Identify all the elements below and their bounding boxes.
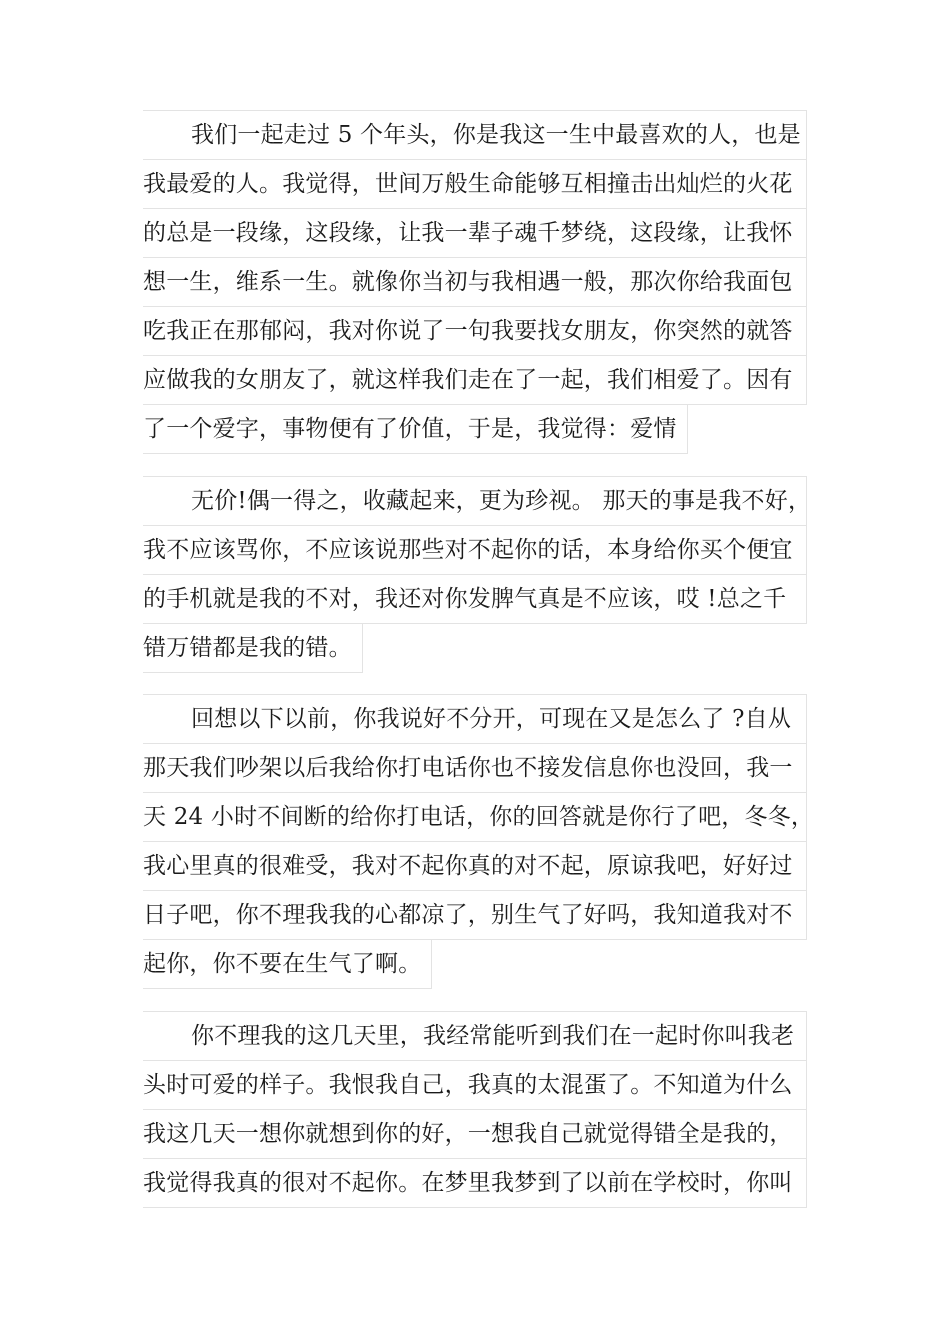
text-line: 的总是一段缘，这段缘，让我一辈子魂千梦绕，这段缘，让我怀 [143,209,807,258]
text-line: 错万错都是我的错。 [143,624,363,673]
text-line: 我不应该骂你，不应该说那些对不起你的话，本身给你买个便宜 [143,526,807,575]
text-line: 回想以下以前，你我说好不分开，可现在又是怎么了 ?自从 [143,694,807,744]
text-line: 我们一起走过 5 个年头，你是我这一生中最喜欢的人，也是 [143,110,807,160]
text-line: 应做我的女朋友了，就这样我们走在了一起，我们相爱了。因有 [143,356,807,405]
text-line: 那天我们吵架以后我给你打电话你也不接发信息你也没回，我一 [143,744,807,793]
text-line: 我心里真的很难受，我对不起你真的对不起，原谅我吧，好好过 [143,842,807,891]
text-line: 起你，你不要在生气了啊。 [143,940,432,989]
text-line: 无价!偶一得之，收藏起来，更为珍视。 那天的事是我不好， [143,476,807,526]
text-line: 吃我正在那郁闷，我对你说了一句我要找女朋友，你突然的就答 [143,307,807,356]
text-line: 头时可爱的样子。我恨我自己，我真的太混蛋了。不知道为什么 [143,1061,807,1110]
text-line: 我觉得我真的很对不起你。在梦里我梦到了以前在学校时，你叫 [143,1159,807,1208]
text-line: 想一生，维系一生。就像你当初与我相遇一般，那次你给我面包 [143,258,807,307]
text-line: 我最爱的人。我觉得，世间万般生命能够互相撞击出灿烂的火花 [143,160,807,209]
paragraph-3 [143,694,815,989]
text-line: 日子吧，你不理我我的心都凉了，别生气了好吗，我知道我对不 [143,891,807,940]
text-line: 天 24 小时不间断的给你打电话，你的回答就是你行了吧，冬冬， [143,793,807,842]
text-line: 我这几天一想你就想到你的好，一想我自己就觉得错全是我的， [143,1110,807,1159]
text-line: 你不理我的这几天里，我经常能听到我们在一起时你叫我老 [143,1011,807,1061]
paragraph-4 [143,1011,807,1208]
text-line: 的手机就是我的不对，我还对你发脾气真是不应该，哎 !总之千 [143,575,807,624]
text-line: 了一个爱字，事物便有了价值，于是，我觉得：爱情 [143,405,688,454]
paragraph-2 [143,476,812,673]
paragraph-1 [143,110,807,454]
